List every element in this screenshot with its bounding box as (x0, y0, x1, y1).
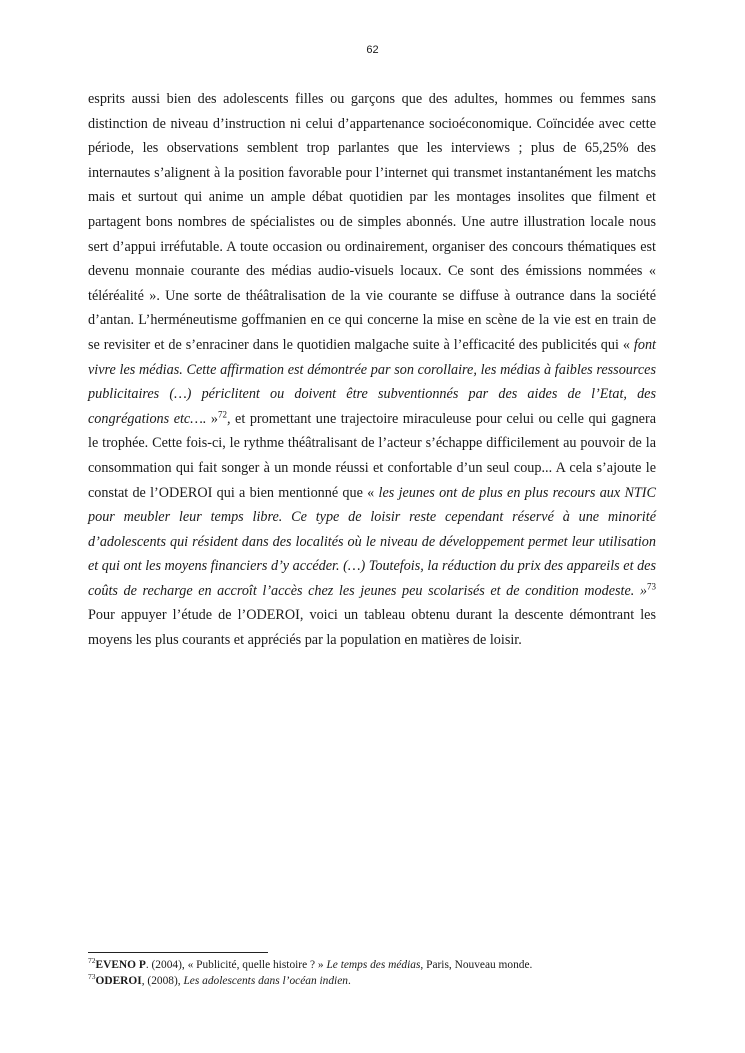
footnote-author: ODEROI (95, 975, 142, 987)
quote-oderoi: les jeunes ont de plus en plus recours aux NTIC pour meubler leur temps libre. Ce type de loisir reste cependant réservé à une minorité d’adolescents qui résident dans des localités où le niveau de développement permet leur utilisation et qui ont les moyens financiers d’y accéder. (…) Toutefois, la réduction du prix des appareils et des coûts de recharge en accroît l’accès chez les jeunes peu scolarisés et de condition modeste. » (88, 484, 656, 599)
footnote-text: , (2008), (141, 975, 184, 987)
body-paragraph (88, 87, 656, 653)
body-text-segment: esprits aussi bien des adolescents filles ou garçons que des adultes, hommes ou femmes sans distinction de niveau d’instruction ni celui d’appartenance socioéconomique. Coïncidée avec cette période, les observations semblent trop parlantes que les interviews ; plus de 65,25% des internautes s’alignent à la position favorable pour l’internet qui transmet instantanément les matchs mais et surtout qui anime un ample débat quotidien par les montages insolites que filment et partagent bons nombres de spécialistes ou de simples abonnés. Une autre illustration locale nous sert d’appui irréfutable. A toute occasion ou ordinairement, organiser des concours thématiques est devenu monnaie courante des médias audio-visuels locaux. Ce sont des émissions nommées « téléréalité ». Une sorte de théâtralisation de la vie courante se diffuse à outrance dans la société d’antan. L’herméneutisme goffmanien en ce qui concerne la mise en scène de la vie est en train de se revisiter et de s’enraciner dans le quotidien malgache suite à l’efficacité des publicités qui « (88, 91, 656, 353)
footnote-title: Le temps des médias (326, 959, 421, 971)
page-number: 62 (366, 44, 379, 56)
body-text-segment: » (206, 410, 218, 427)
footnote-number: 72 (88, 956, 96, 966)
footnote-text: , Paris, Nouveau monde. (420, 959, 533, 971)
footnote-73 (88, 973, 656, 989)
footnote-ref-72[interactable]: 72 (218, 408, 227, 419)
footnote-ref-73[interactable]: 73 (647, 581, 656, 592)
quote-eveno: font vivre les médias. Cette affirmation est démontrée par son corollaire, les médias à faibles ressources publicitaires (…) périclitent ou doivent être subventionnés par des aides de l’Etat, des congrégations etc…. (88, 336, 656, 427)
footnotes (88, 957, 656, 989)
footnote-separator (88, 952, 268, 953)
footnote-text: . (2004), « Publicité, quelle histoire ? » (145, 959, 327, 971)
footnote-number: 73 (88, 972, 96, 982)
body-text-segment: , et promettant une trajectoire miraculeuse pour celui ou celle qui gagnera le trophée. Cette fois-ci, le rythme théâtralisant de l’acteur s’échappe difficilement au pouvoir de la consommation qui fait songer à un monde réussi et confortable d’un seul coup... A cela s’ajoute le constat de l’ODEROI qui a bien mentionné que « (88, 410, 656, 501)
footnote-title: Les adolescents dans l’océan indien (183, 975, 348, 987)
body-text-segment: Pour appuyer l’étude de l’ODEROI, voici un tableau obtenu durant la descente démontrant les moyens les plus courants et appréciés par la population en matières de loisir. (88, 607, 656, 649)
footnote-text: . (347, 975, 351, 987)
footnote-72 (88, 957, 656, 973)
footnote-author: EVENO P (95, 959, 146, 971)
